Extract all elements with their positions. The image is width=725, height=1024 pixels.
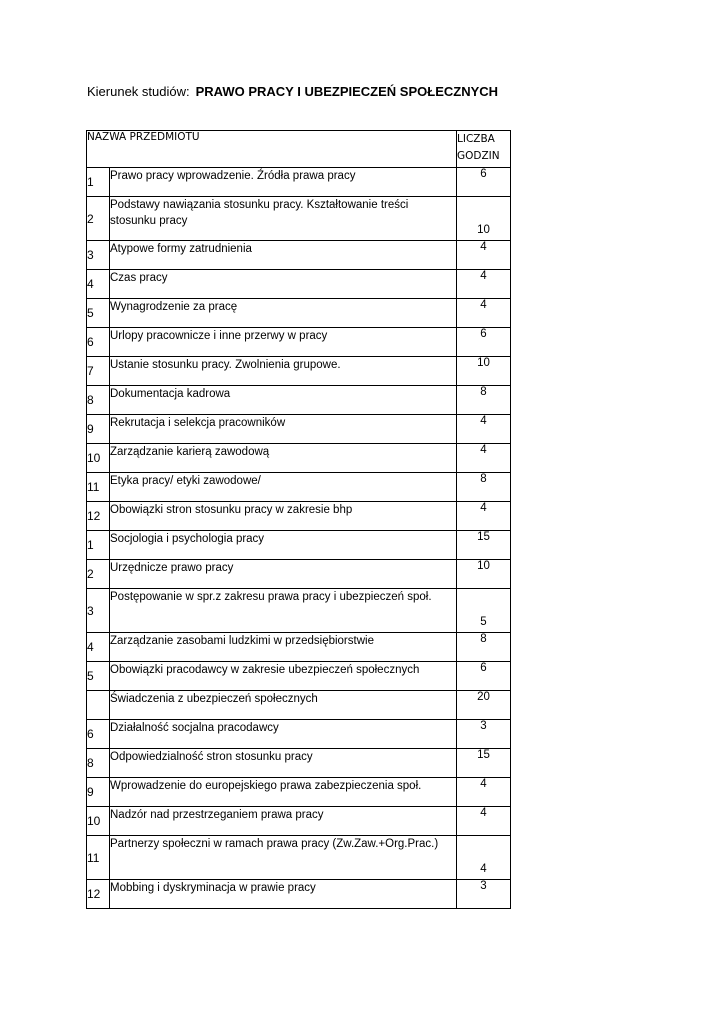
column-header-hours bbox=[457, 131, 511, 168]
row-number: 9 bbox=[87, 778, 110, 807]
table-row bbox=[87, 197, 511, 241]
row-number: 4 bbox=[87, 633, 110, 662]
table-row bbox=[87, 502, 511, 531]
column-header-hours-line2: GODZIN bbox=[457, 150, 500, 162]
row-number: 4 bbox=[87, 270, 110, 299]
table-row bbox=[87, 357, 511, 386]
course-rows bbox=[87, 168, 511, 909]
row-number: 1 bbox=[87, 531, 110, 560]
course-name: Urzędnicze prawo pracy bbox=[110, 560, 457, 589]
table-row bbox=[87, 560, 511, 589]
table-row bbox=[87, 662, 511, 691]
row-number: 6 bbox=[87, 328, 110, 357]
course-name: Obowiązki pracodawcy w zakresie ubezpieczeń społecznych bbox=[110, 662, 457, 691]
field-of-study-value: PRAWO PRACY I UBEZPIECZEŃ SPOŁECZNYCH bbox=[195, 84, 499, 99]
page-heading bbox=[87, 84, 498, 99]
row-number: 5 bbox=[87, 662, 110, 691]
course-name: Atypowe formy zatrudnienia bbox=[110, 241, 457, 270]
table-row bbox=[87, 270, 511, 299]
course-hours: 5 bbox=[457, 589, 511, 633]
course-name: Świadczenia z ubezpieczeń społecznych bbox=[110, 691, 457, 720]
row-number: 8 bbox=[87, 386, 110, 415]
course-name: Wynagrodzenie za pracę bbox=[110, 299, 457, 328]
course-hours: 4 bbox=[457, 502, 511, 531]
course-hours: 4 bbox=[457, 778, 511, 807]
column-header-name: NAZWA PRZEDMIOTU bbox=[87, 131, 457, 168]
course-hours: 3 bbox=[457, 880, 511, 909]
course-name: Nadzór nad przestrzeganiem prawa pracy bbox=[110, 807, 457, 836]
course-name: Odpowiedzialność stron stosunku pracy bbox=[110, 749, 457, 778]
course-name: Dokumentacja kadrowa bbox=[110, 386, 457, 415]
table-row bbox=[87, 807, 511, 836]
table-row bbox=[87, 836, 511, 880]
field-of-study-label: Kierunek studiów: bbox=[87, 84, 190, 99]
course-name: Zarządzanie karierą zawodową bbox=[110, 444, 457, 473]
table-header-row bbox=[87, 131, 511, 168]
course-name: Rekrutacja i selekcja pracowników bbox=[110, 415, 457, 444]
table-row bbox=[87, 778, 511, 807]
table-row bbox=[87, 299, 511, 328]
table-row bbox=[87, 386, 511, 415]
course-hours: 6 bbox=[457, 168, 511, 197]
course-name: Obowiązki stron stosunku pracy w zakresie bhp bbox=[110, 502, 457, 531]
row-number: 10 bbox=[87, 444, 110, 473]
row-number: 12 bbox=[87, 880, 110, 909]
row-number: 3 bbox=[87, 241, 110, 270]
course-name: Mobbing i dyskryminacja w prawie pracy bbox=[110, 880, 457, 909]
table-row bbox=[87, 691, 511, 720]
row-number: 2 bbox=[87, 560, 110, 589]
course-name: Działalność socjalna pracodawcy bbox=[110, 720, 457, 749]
row-number: 6 bbox=[87, 720, 110, 749]
table-row bbox=[87, 444, 511, 473]
table-row bbox=[87, 531, 511, 560]
row-number: 12 bbox=[87, 502, 110, 531]
course-hours: 8 bbox=[457, 473, 511, 502]
row-number: 1 bbox=[87, 168, 110, 197]
course-hours: 15 bbox=[457, 749, 511, 778]
table-row bbox=[87, 749, 511, 778]
course-name: Etyka pracy/ etyki zawodowe/ bbox=[110, 473, 457, 502]
course-name: Prawo pracy wprowadzenie. Źródła prawa pracy bbox=[110, 168, 457, 197]
table-row bbox=[87, 168, 511, 197]
course-hours: 6 bbox=[457, 328, 511, 357]
row-number: 5 bbox=[87, 299, 110, 328]
column-header-hours-line1: LICZBA bbox=[457, 133, 495, 145]
course-name: Postępowanie w spr.z zakresu prawa pracy i ubezpieczeń społ. bbox=[110, 589, 457, 633]
course-hours: 4 bbox=[457, 299, 511, 328]
row-number: 2 bbox=[87, 197, 110, 241]
course-hours: 10 bbox=[457, 357, 511, 386]
course-name: Podstawy nawiązania stosunku pracy. Kształtowanie treści stosunku pracy bbox=[110, 197, 457, 241]
course-hours: 3 bbox=[457, 720, 511, 749]
course-hours: 15 bbox=[457, 531, 511, 560]
course-hours: 8 bbox=[457, 633, 511, 662]
table-row bbox=[87, 633, 511, 662]
course-hours: 8 bbox=[457, 386, 511, 415]
row-number: 9 bbox=[87, 415, 110, 444]
course-name: Ustanie stosunku pracy. Zwolnienia grupowe. bbox=[110, 357, 457, 386]
course-name: Czas pracy bbox=[110, 270, 457, 299]
table-row bbox=[87, 720, 511, 749]
course-name: Partnerzy społeczni w ramach prawa pracy (Zw.Zaw.+Org.Prac.) bbox=[110, 836, 457, 880]
course-name: Urlopy pracownicze i inne przerwy w pracy bbox=[110, 328, 457, 357]
course-hours: 10 bbox=[457, 197, 511, 241]
course-hours: 10 bbox=[457, 560, 511, 589]
course-name: Wprowadzenie do europejskiego prawa zabezpieczenia społ. bbox=[110, 778, 457, 807]
course-hours: 4 bbox=[457, 241, 511, 270]
row-number: 3 bbox=[87, 589, 110, 633]
course-hours: 4 bbox=[457, 444, 511, 473]
table-row bbox=[87, 328, 511, 357]
row-number: 11 bbox=[87, 473, 110, 502]
course-hours: 20 bbox=[457, 691, 511, 720]
course-hours: 4 bbox=[457, 270, 511, 299]
row-number bbox=[87, 691, 110, 720]
table-row bbox=[87, 880, 511, 909]
row-number: 11 bbox=[87, 836, 110, 880]
table-row bbox=[87, 241, 511, 270]
table-row bbox=[87, 473, 511, 502]
course-hours: 4 bbox=[457, 836, 511, 880]
table-row bbox=[87, 589, 511, 633]
row-number: 7 bbox=[87, 357, 110, 386]
course-name: Zarządzanie zasobami ludzkimi w przedsiębiorstwie bbox=[110, 633, 457, 662]
row-number: 10 bbox=[87, 807, 110, 836]
course-name: Socjologia i psychologia pracy bbox=[110, 531, 457, 560]
course-hours: 4 bbox=[457, 807, 511, 836]
row-number: 8 bbox=[87, 749, 110, 778]
table-row bbox=[87, 415, 511, 444]
course-hours: 4 bbox=[457, 415, 511, 444]
courses-table bbox=[86, 130, 511, 909]
course-hours: 6 bbox=[457, 662, 511, 691]
